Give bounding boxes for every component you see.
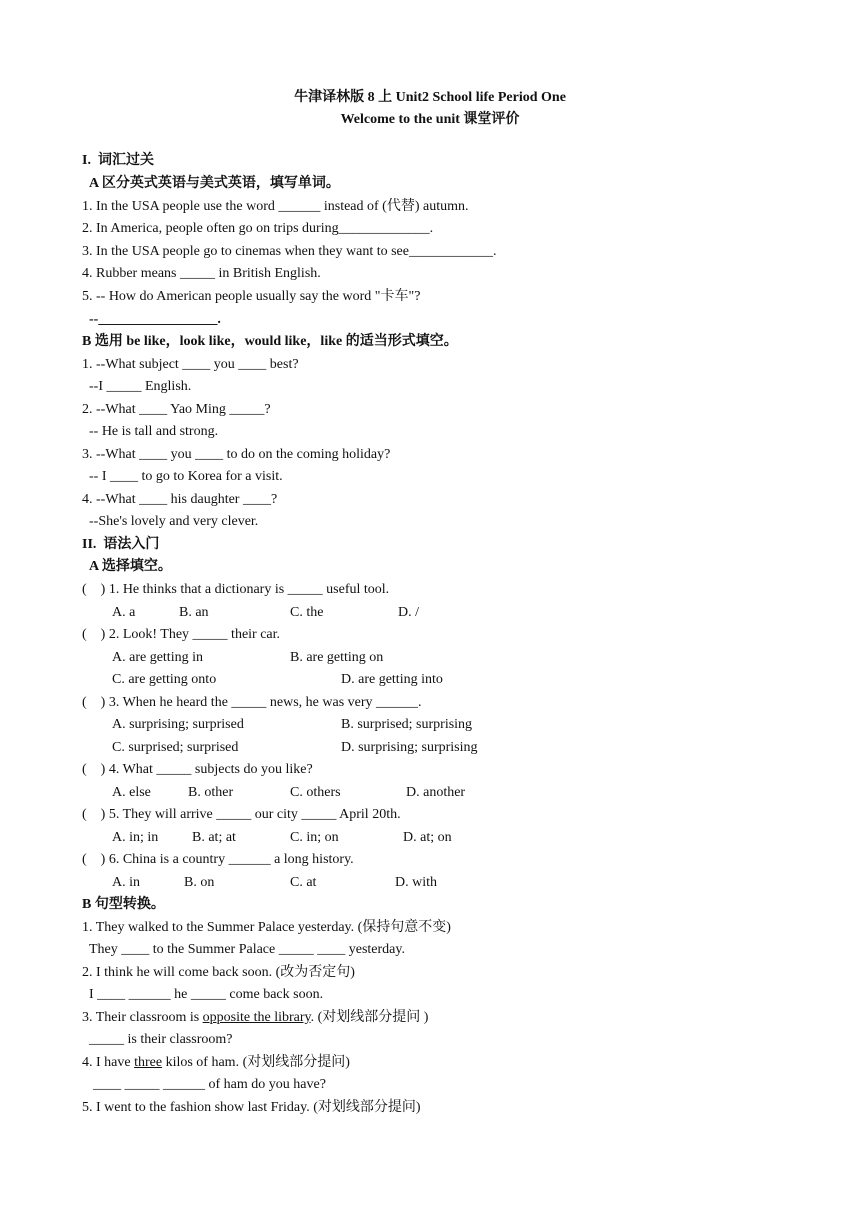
- vocab-item-5-answer: --_________________.: [89, 312, 221, 327]
- fill-item: 3. --What ____ you ____ to do on the coming holiday?: [82, 447, 391, 462]
- part-b-heading: B 选用 be like，look like，would like，like 的适当形式填空。: [82, 334, 458, 349]
- section-2-heading: II. 语法入门: [82, 537, 160, 552]
- mc-option: B. an: [179, 605, 209, 620]
- mc-option: A. in; in: [112, 830, 159, 845]
- vocab-item-3: 3. In the USA people go to cinemas when they want to see____________.: [82, 244, 497, 259]
- transform-item-5: 5. I went to the fashion show last Friday. (对划线部分提问): [82, 1100, 421, 1115]
- mc-option: B. are getting on: [290, 650, 384, 665]
- text-segment: 3. Their classroom is: [82, 1010, 203, 1025]
- fill-item: 1. --What subject ____ you ____ best?: [82, 357, 299, 372]
- underlined-phrase: three: [134, 1055, 163, 1070]
- mc-option: B. other: [188, 785, 234, 800]
- mc-option: C. the: [290, 605, 324, 620]
- part-b-heading: B 句型转换。: [82, 897, 165, 912]
- fill-item: -- He is tall and strong.: [89, 424, 219, 439]
- mc-option: B. surprised; surprising: [341, 717, 473, 732]
- vocab-item-5: 5. -- How do American people usually say the word "卡车"?: [82, 289, 421, 304]
- part-a-heading: A 区分英式英语与美式英语，填写单词。: [89, 176, 340, 191]
- mc-option: A. else: [112, 785, 151, 800]
- fill-item: 2. --What ____ Yao Ming _____?: [82, 402, 271, 417]
- part-a-heading: A 选择填空。: [89, 559, 172, 574]
- mc-option: D. surprising; surprising: [341, 740, 478, 755]
- vocab-item-2: 2. In America, people often go on trips during_____________.: [82, 221, 434, 236]
- mc-option: A. are getting in: [112, 650, 203, 665]
- transform-item-1: 1. They walked to the Summer Palace yesterday. (保持句意不变): [82, 920, 451, 935]
- transform-item-3: [82, 1010, 428, 1026]
- underlined-phrase: opposite the library: [202, 1010, 311, 1025]
- mc-option: D. at; on: [403, 830, 452, 845]
- mc-question-4: ( ) 4. What _____ subjects do you like?: [82, 762, 313, 777]
- vocab-item-4: 4. Rubber means _____ in British English.: [82, 266, 321, 281]
- worksheet-subtitle: Welcome to the unit 课堂评价: [340, 112, 520, 127]
- transform-answer-2: I ____ ______ he _____ come back soon.: [89, 987, 324, 1002]
- mc-option: C. surprised; surprised: [112, 740, 239, 755]
- fill-item: -- I ____ to go to Korea for a visit.: [89, 469, 283, 484]
- mc-option: D. another: [406, 785, 466, 800]
- mc-option: A. surprising; surprised: [112, 717, 244, 732]
- fill-item: --She's lovely and very clever.: [89, 514, 259, 529]
- section-1-heading: I. 词汇过关: [82, 153, 154, 168]
- mc-option: B. on: [184, 875, 215, 890]
- mc-option: A. in: [112, 875, 140, 890]
- transform-item-2: 2. I think he will come back soon. (改为否定句): [82, 965, 355, 980]
- mc-option: B. at; at: [192, 830, 236, 845]
- mc-question-6: ( ) 6. China is a country ______ a long history.: [82, 852, 354, 867]
- mc-option: C. in; on: [290, 830, 339, 845]
- fill-item: --I _____ English.: [89, 379, 192, 394]
- text-segment: . (对划线部分提问 ): [310, 1010, 429, 1025]
- mc-option: A. a: [112, 605, 136, 620]
- vocab-item-1: 1. In the USA people use the word ______ instead of (代替) autumn.: [82, 199, 469, 214]
- transform-answer-4: ____ _____ ______ of ham do you have?: [93, 1077, 326, 1092]
- mc-option: D. /: [398, 605, 419, 620]
- mc-question-3: ( ) 3. When he heard the _____ news, he was very ______.: [82, 695, 422, 710]
- fill-item: 4. --What ____ his daughter ____?: [82, 492, 278, 507]
- text-segment: 4. I have: [82, 1055, 135, 1070]
- mc-question-1: ( ) 1. He thinks that a dictionary is _____ useful tool.: [82, 582, 390, 597]
- mc-option: C. at: [290, 875, 317, 890]
- transform-item-4: [82, 1055, 350, 1071]
- mc-option: C. are getting onto: [112, 672, 217, 687]
- transform-answer-3: _____ is their classroom?: [89, 1032, 233, 1047]
- mc-option: D. are getting into: [341, 672, 443, 687]
- mc-option: D. with: [395, 875, 437, 890]
- mc-question-2: ( ) 2. Look! They _____ their car.: [82, 627, 281, 642]
- worksheet-title: 牛津译林版 8 上 Unit2 School life Period One: [294, 90, 566, 105]
- transform-answer-1: They ____ to the Summer Palace _____ ____ yesterday.: [89, 942, 405, 957]
- mc-question-5: ( ) 5. They will arrive _____ our city _____ April 20th.: [82, 807, 401, 822]
- mc-option: C. others: [290, 785, 341, 800]
- text-segment: kilos of ham. (对划线部分提问): [162, 1055, 350, 1070]
